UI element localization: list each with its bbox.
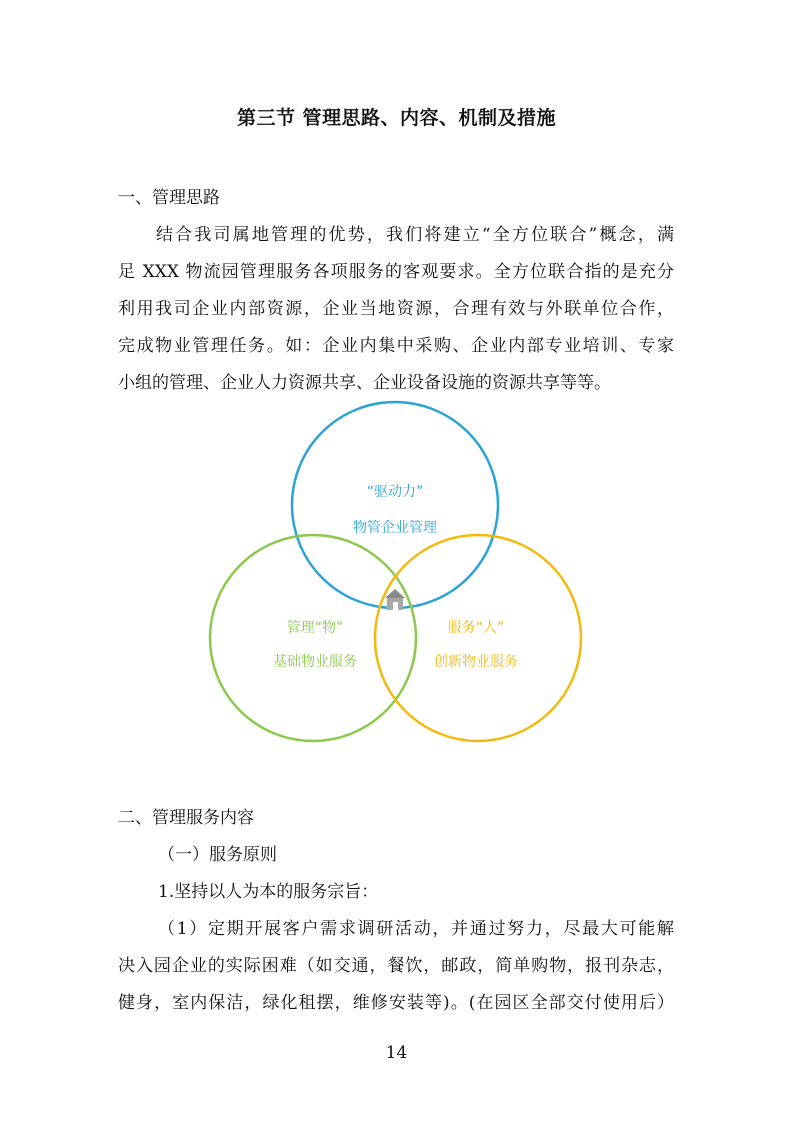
paragraph-line: 结合我司属地管理的优势，我们将建立“全方位联合”概念，满 xyxy=(156,225,674,245)
paragraph-line: 完成物业管理任务。如：企业内集中采购、企业内部专业培训、专家 xyxy=(118,336,674,356)
paragraph-line: 足 XXX 物流园管理服务各项服务的客观要求。全方位联合指的是充分 xyxy=(118,262,674,282)
venn-diagram xyxy=(205,395,585,755)
paragraph-line: （1）定期开展客户需求调研活动，并通过努力，尽最大可能解 xyxy=(158,919,674,939)
section-heading: 二、管理服务内容 xyxy=(118,808,254,828)
list-item-heading: 1.坚持以人为本的服务宗旨： xyxy=(158,882,379,902)
venn-top-label-2: 物管企业管理 xyxy=(353,520,437,536)
section-management-approach xyxy=(118,180,674,402)
venn-right-label-1: 服务“人” xyxy=(447,620,505,636)
subsection-heading: （一）服务原则 xyxy=(158,845,277,865)
paragraph-line: 小组的管理、企业人力资源共享、企业设备设施的资源共享等等。 xyxy=(118,373,611,393)
page-number: 14 xyxy=(385,1043,408,1063)
venn-left-label-2: 基础物业服务 xyxy=(273,654,357,670)
paragraph-line: 决入园企业的实际困难（如交通，餐饮，邮政，简单购物，报刊杂志， xyxy=(118,956,674,976)
paragraph-line: 健身，室内保洁，绿化租摆，维修安装等)。(在园区全部交付使用后） xyxy=(118,993,674,1013)
venn-left-label-1: 管理“物” xyxy=(286,620,344,636)
section-service-content xyxy=(118,800,674,1022)
venn-right-label-2: 创新物业服务 xyxy=(434,654,518,670)
section-title: 第三节 管理思路、内容、机制及措施 xyxy=(236,107,557,129)
section-heading: 一、管理思路 xyxy=(118,188,220,208)
paragraph-line: 利用我司企业内部资源，企业当地资源，合理有效与外联单位合作， xyxy=(118,299,674,319)
house-icon xyxy=(385,589,405,610)
venn-top-label-1: “驱动力” xyxy=(366,484,424,500)
